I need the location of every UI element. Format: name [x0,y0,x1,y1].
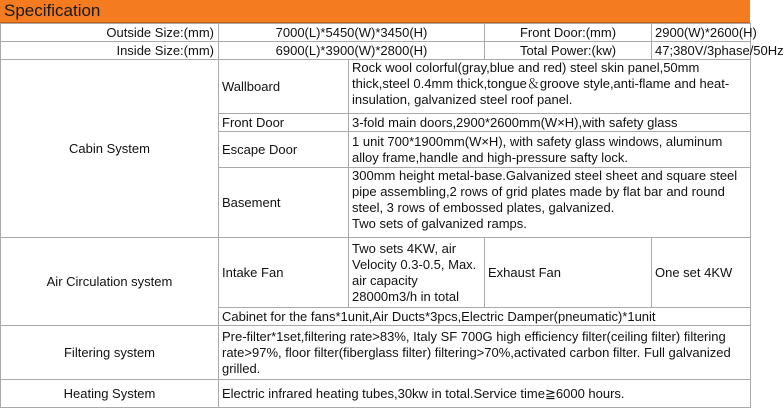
filtering-system-title: Filtering system [1,326,219,380]
heating-system-title: Heating System [1,380,219,408]
page-title: Specification [4,1,101,20]
intake-fan-desc: Two sets 4KW, air Velocity 0.3-0.5, Max. air capacity 28000m3/h in total [349,238,485,308]
outside-size-value: 7000(L)*5450(W)*3450(H) [219,24,485,42]
wallboard-desc: Rock wool colorful(gray,blue and red) steel skin panel,50mm thick,steel 0.4mm thick,tongue＆groove style,anti-flame and heat-insulation, galvanized steel roof panel. [349,60,751,114]
filtering-desc: Pre-filter*1set,filtering rate>83%, Italy SF 700G high efficiency filter(ceiling filter) filtering rate>97%, floor filter(fiberglass filter) filtering>70%,activated carbon filter. Full galvanized grilled. [219,326,751,380]
exhaust-fan-label: Exhaust Fan [485,238,652,308]
outside-size-row [1,24,751,42]
front-door-desc: 3-fold main doors,2900*2600mm(W×H),with safety glass [349,114,751,132]
front-door-size-value: 2900(W)*2600(H) [652,24,751,42]
basement-label: Basement [219,168,349,238]
heating-row [1,380,751,408]
basement-desc: 300mm height metal-base.Galvanized steel sheet and square steel pipe assembling,2 rows of grid plates made by flat bar and round steel, 3 rows of embossed plates, galvanized. Two sets of galvanized ramps. [349,168,751,238]
cabinet-desc: Cabinet for the fans*1unit,Air Ducts*3pcs,Electric Damper(pneumatic)*1unit [219,308,751,326]
outside-size-label: Outside Size:(mm) [1,24,219,42]
front-door-label: Front Door [219,114,349,132]
inside-size-label: Inside Size:(mm) [1,42,219,60]
wallboard-label: Wallboard [219,60,349,114]
title-bar [0,0,750,23]
fan-row [1,238,751,308]
front-door-size-label: Front Door:(mm) [485,24,652,42]
cabin-system-title: Cabin System [1,60,219,238]
wallboard-row [1,60,751,114]
escape-door-desc: 1 unit 700*1900mm(W×H), with safety glass windows, aluminum alloy frame,handle and high-pressure safty lock. [349,132,751,168]
air-circulation-title: Air Circulation system [1,238,219,326]
heating-desc: Electric infrared heating tubes,30kw in total.Service time≧6000 hours. [219,380,751,408]
escape-door-label: Escape Door [219,132,349,168]
inside-size-value: 6900(L)*3900(W)*2800(H) [219,42,485,60]
total-power-label: Total Power:(kw) [485,42,652,60]
spec-table [0,23,784,408]
inside-size-row [1,42,751,60]
exhaust-fan-desc: One set 4KW [652,238,751,308]
filtering-row [1,326,751,380]
total-power-value: 47;380V/3phase/50Hz [652,42,751,60]
intake-fan-label: Intake Fan [219,238,349,308]
